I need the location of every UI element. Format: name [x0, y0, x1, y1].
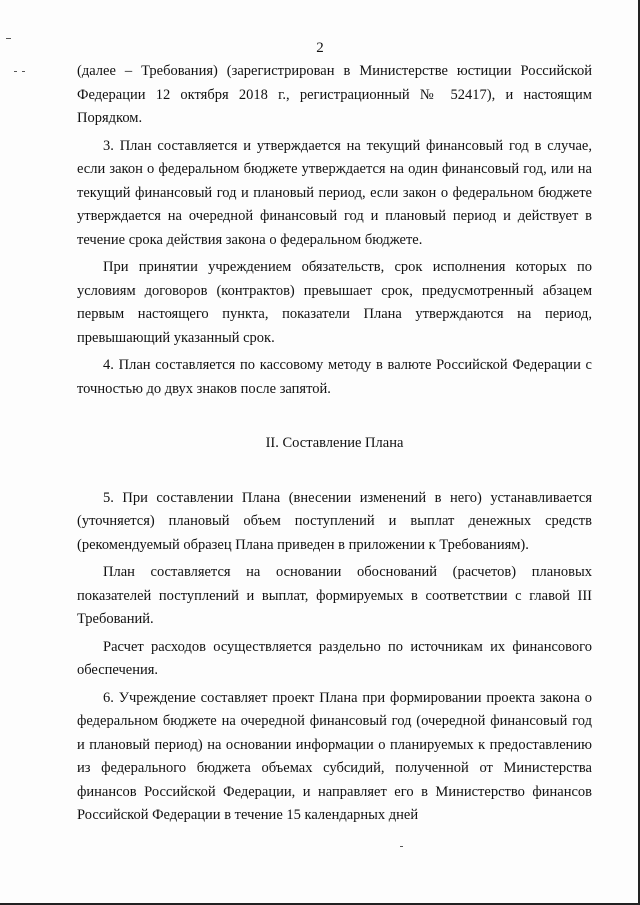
- document-body: [77, 60, 592, 828]
- paragraph-item-5-basis: План составляется на основании обоснований (расчетов) плановых показателей поступлений и выплат, формируемых в соответствии с главой III Требований.: [77, 564, 592, 627]
- section-heading: II. Составление Плана: [265, 435, 404, 451]
- paragraph-item-6: 6. Учреждение составляет проект Плана при формировании проекта закона о федеральном бюджете на очередной финансовый год (очередной финансовый год и плановый период) на основании информации о планируемых к предоставлению из федерального бюджета объемах субсидий, полученной от Министерства финансов Российской Федерации, и направляет его в Министерство финансов Российской Федерации в течение 15 календарных дней: [77, 689, 592, 823]
- paragraph-item-3-obligations: При принятии учреждением обязательств, срок исполнения которых по условиям договоров (контрактов) превышает срок, предусмотренный абзацем первым настоящего пункта, показатели Плана утверждаются на период, превышающий указанный срок.: [77, 259, 592, 346]
- paragraph-continuation: (далее – Требования) (зарегистрирован в Министерстве юстиции Российской Федерации 12 октября 2018 г., регистрационный № 52417), и настоящим Порядком.: [77, 63, 592, 126]
- paragraph-item-3: 3. План составляется и утверждается на текущий финансовый год в случае, если закон о федеральном бюджете утверждается на один финансовый год, или на текущий финансовый год и плановый период, если закон о федеральном бюджете утверждается на очередной финансовый год и плановый период и действует в течение срока действия закона о федеральном бюджете.: [77, 137, 592, 248]
- paragraph-item-5-expenses: Расчет расходов осуществляется раздельно по источникам их финансового обеспечения.: [77, 638, 592, 678]
- scan-mark: [22, 71, 25, 72]
- page-number: 2: [316, 40, 324, 56]
- paragraph-item-5: 5. При составлении Плана (внесении изменений в него) устанавливается (уточняется) плановый объем поступлений и выплат денежных средств (рекомендуемый образец Плана приведен в приложении к Требованиям).: [77, 489, 592, 553]
- scan-mark: [14, 71, 17, 72]
- scan-mark: [400, 846, 403, 847]
- paragraph-item-4: 4. План составляется по кассовому методу в валюте Российской Федерации с точностью до двух знаков после запятой.: [77, 357, 592, 397]
